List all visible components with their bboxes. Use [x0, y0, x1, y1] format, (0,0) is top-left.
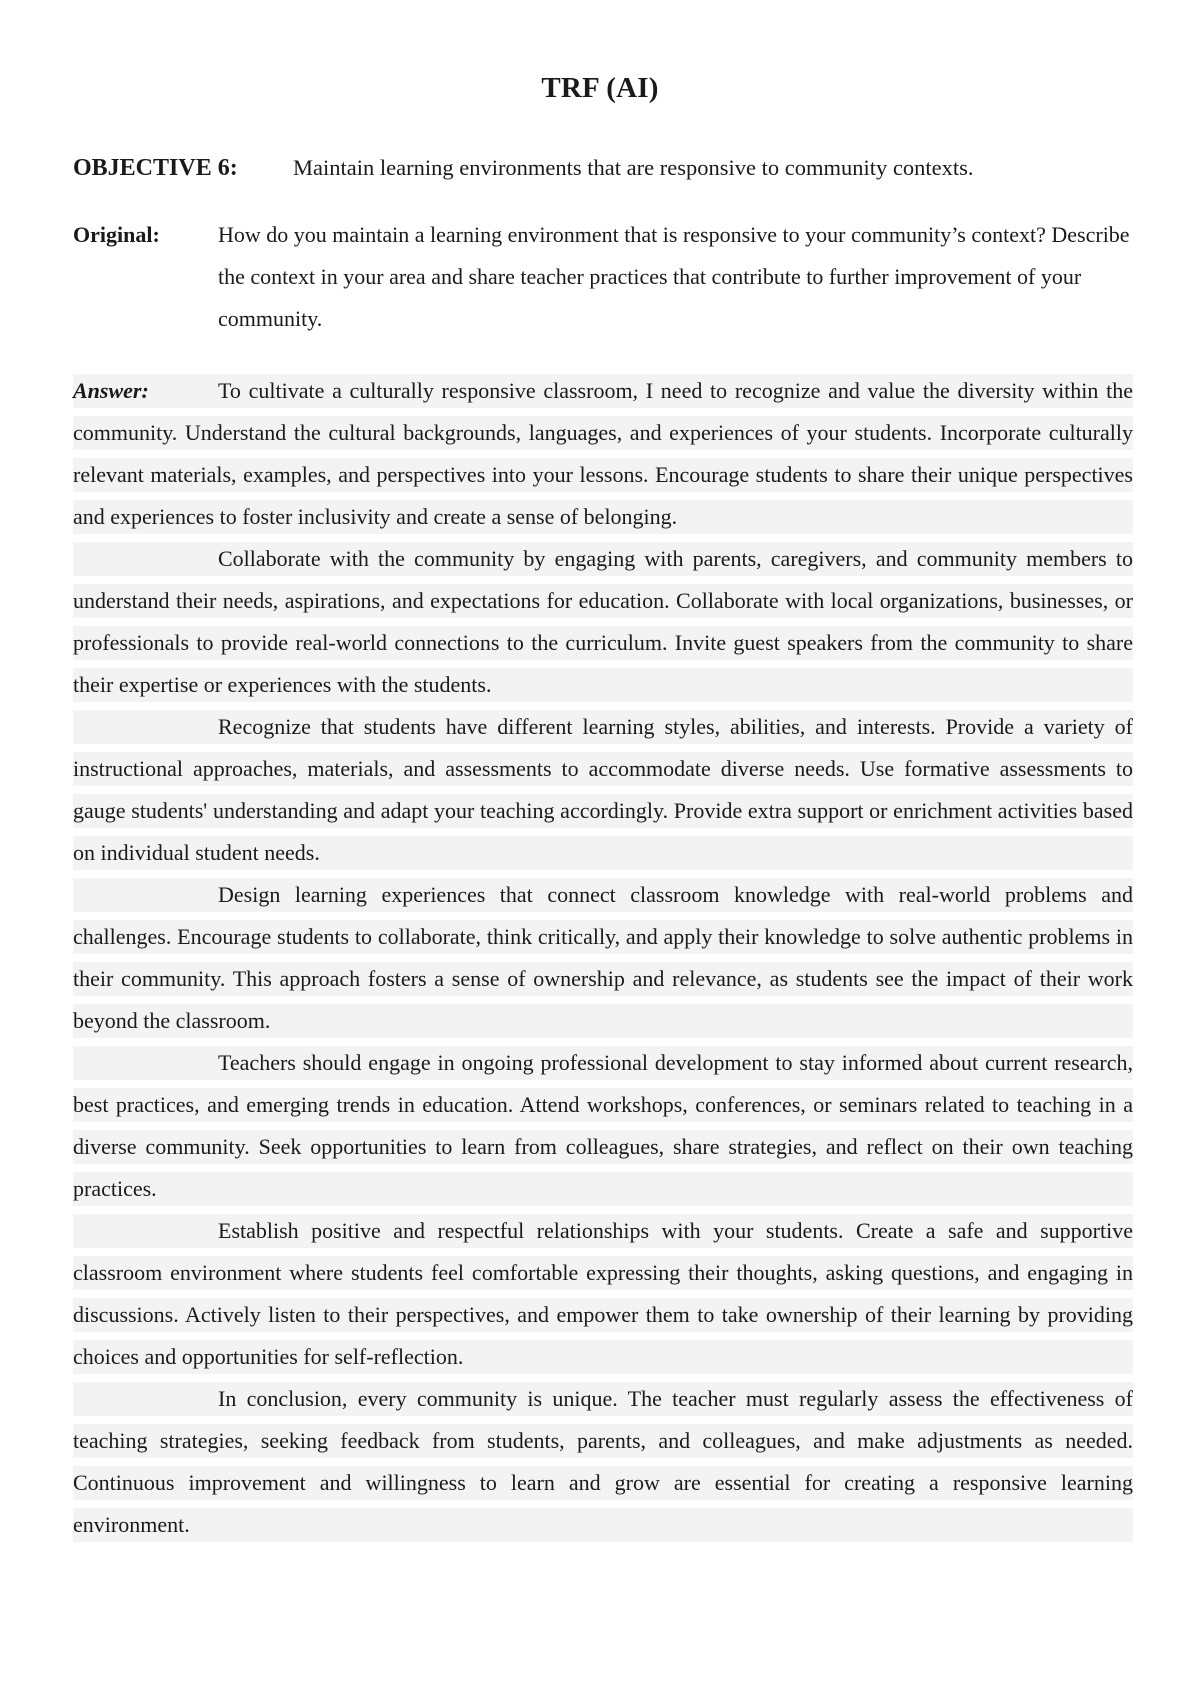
answer-paragraph: In conclusion, every community is unique. The teacher must regularly assess the effectiveness of teaching strategies, seeking feedback from students, parents, and colleagues, and make adjustments as needed. Continuous improvement and willingness to learn and grow are essential for creating a responsive learning environment.	[73, 1378, 1133, 1546]
objective-label: OBJECTIVE 6:	[73, 155, 238, 181]
answer-paragraph-text: To cultivate a culturally responsive classroom, I need to recognize and value the diversity within the community. Understand the cultural backgrounds, languages, and experiences of your students. Incorporate culturally relevant materials, examples, and perspectives into your lessons. Encourage students to share their unique perspectives and experiences to foster inclusivity and create a sense of belonging.	[73, 378, 1133, 529]
original-row	[73, 214, 1133, 340]
objective-row	[73, 152, 1133, 184]
answer-paragraph	[73, 370, 1133, 538]
answer-label: Answer:	[73, 378, 149, 403]
answer-paragraph: Design learning experiences that connect classroom knowledge with real-world problems and challenges. Encourage students to collaborate, think critically, and apply their knowledge to solve authentic problems in their community. This approach fosters a sense of ownership and relevance, as students see the impact of their work beyond the classroom.	[73, 874, 1133, 1042]
answer-paragraph: Establish positive and respectful relationships with your students. Create a safe and supportive classroom environment where students feel comfortable expressing their thoughts, asking questions, and engaging in discussions. Actively listen to their perspectives, and empower them to take ownership of their learning by providing choices and opportunities for self-reflection.	[73, 1210, 1133, 1378]
original-label: Original:	[73, 222, 160, 247]
page-title: TRF (AI)	[541, 72, 659, 104]
objective-text: Maintain learning environments that are responsive to community contexts.	[293, 155, 974, 180]
answer-paragraph: Collaborate with the community by engaging with parents, caregivers, and community members to understand their needs, aspirations, and expectations for education. Collaborate with local organizations, businesses, or professionals to provide real-world connections to the curriculum. Invite guest speakers from the community to share their expertise or experiences with the students.	[73, 538, 1133, 706]
answer-block	[73, 370, 1133, 1546]
answer-paragraph: Recognize that students have different learning styles, abilities, and interests. Provide a variety of instructional approaches, materials, and assessments to accommodate diverse needs. Use formative assessments to gauge students' understanding and adapt your teaching accordingly. Provide extra support or enrichment activities based on individual student needs.	[73, 706, 1133, 874]
answer-paragraph: Teachers should engage in ongoing professional development to stay informed about current research, best practices, and emerging trends in education. Attend workshops, conferences, or seminars related to teaching in a diverse community. Seek opportunities to learn from colleagues, share strategies, and reflect on their own teaching practices.	[73, 1042, 1133, 1210]
original-question-text: How do you maintain a learning environment that is responsive to your community’s context? Describe the context in your area and share teacher practices that contribute to further improvement of your community.	[218, 222, 1130, 331]
